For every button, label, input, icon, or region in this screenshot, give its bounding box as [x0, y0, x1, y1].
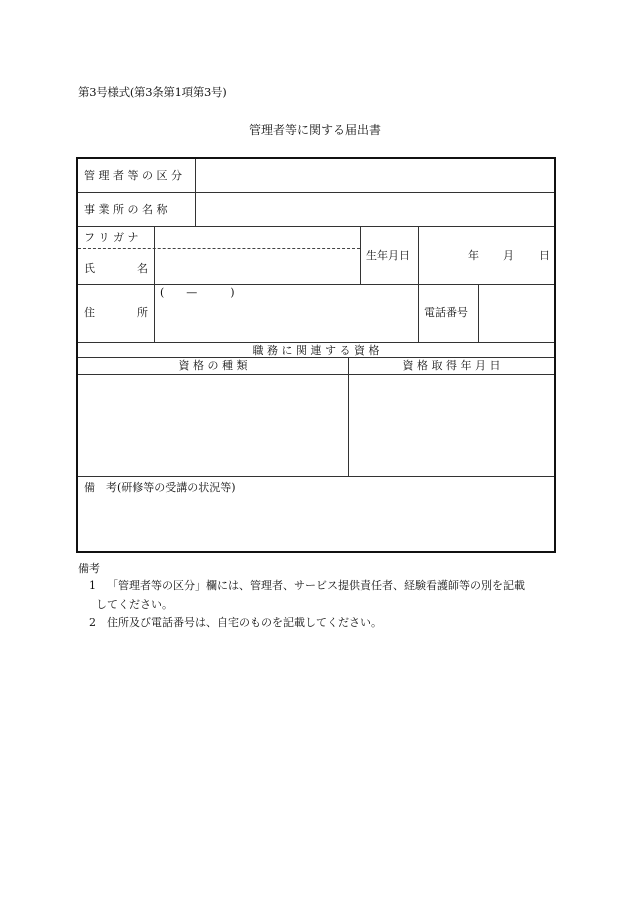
furigana-divider	[78, 248, 360, 249]
address-field[interactable]	[156, 301, 416, 341]
col-divider	[348, 357, 349, 476]
day-label: 日	[539, 249, 550, 262]
note-2-number: 2	[89, 616, 96, 629]
col-divider	[360, 226, 361, 284]
row-divider	[78, 476, 554, 477]
col-divider	[195, 159, 196, 226]
furigana-label: フ リ ガ ナ	[84, 231, 139, 244]
row-divider	[78, 284, 554, 285]
remarks-field[interactable]	[79, 497, 553, 549]
row-divider	[78, 226, 554, 227]
birthdate-label: 生年月日	[366, 249, 410, 262]
note-2-text: 住所及び電話番号は、自宅のものを記載してください。	[107, 616, 382, 629]
month-label: 月	[503, 249, 514, 262]
office-name-field[interactable]	[197, 194, 552, 225]
category-label: 管 理 者 等 の 区 分	[84, 169, 182, 182]
address-label	[84, 306, 148, 320]
remarks-label: 備 考(研修等の受講の状況等)	[84, 481, 236, 494]
note-1-text: 「管理者等の区分」欄には、管理者、サービス提供責任者、経験看護師等の別を記載	[107, 579, 525, 592]
qual-type-header: 資 格 の 種 類	[178, 359, 248, 372]
qualifications-header: 職 務 に 関 連 す る 資 格	[252, 344, 380, 357]
name-label	[84, 262, 148, 276]
note-1-text-continued: してください。	[96, 598, 173, 611]
col-divider	[154, 226, 155, 342]
phone-field[interactable]	[480, 286, 552, 341]
note-1-number: 1	[89, 579, 96, 592]
qual-date-field[interactable]	[350, 376, 553, 475]
form-number: 第3号様式(第3条第1項第3号)	[78, 85, 227, 99]
row-divider	[78, 374, 554, 375]
notes-heading: 備考	[78, 562, 100, 575]
address-phone-hint: ( — )	[160, 286, 235, 299]
col-divider	[478, 284, 479, 342]
address-label-part: 所	[137, 306, 148, 319]
category-field[interactable]	[197, 160, 552, 191]
address-label-part: 住	[84, 306, 95, 319]
qual-type-field[interactable]	[79, 376, 347, 475]
name-label-part: 名	[137, 262, 148, 275]
year-label: 年	[468, 249, 479, 262]
furigana-field[interactable]	[156, 228, 358, 247]
notification-form-table	[76, 157, 556, 553]
name-label-part: 氏	[84, 262, 95, 275]
row-divider	[78, 192, 554, 193]
row-divider	[78, 342, 554, 343]
name-field[interactable]	[156, 250, 358, 283]
phone-label: 電話番号	[424, 306, 468, 319]
document-title: 管理者等に関する届出書	[248, 123, 381, 137]
office-name-label: 事 業 所 の 名 称	[84, 203, 168, 216]
col-divider	[418, 226, 419, 342]
qual-date-header: 資 格 取 得 年 月 日	[402, 359, 501, 372]
